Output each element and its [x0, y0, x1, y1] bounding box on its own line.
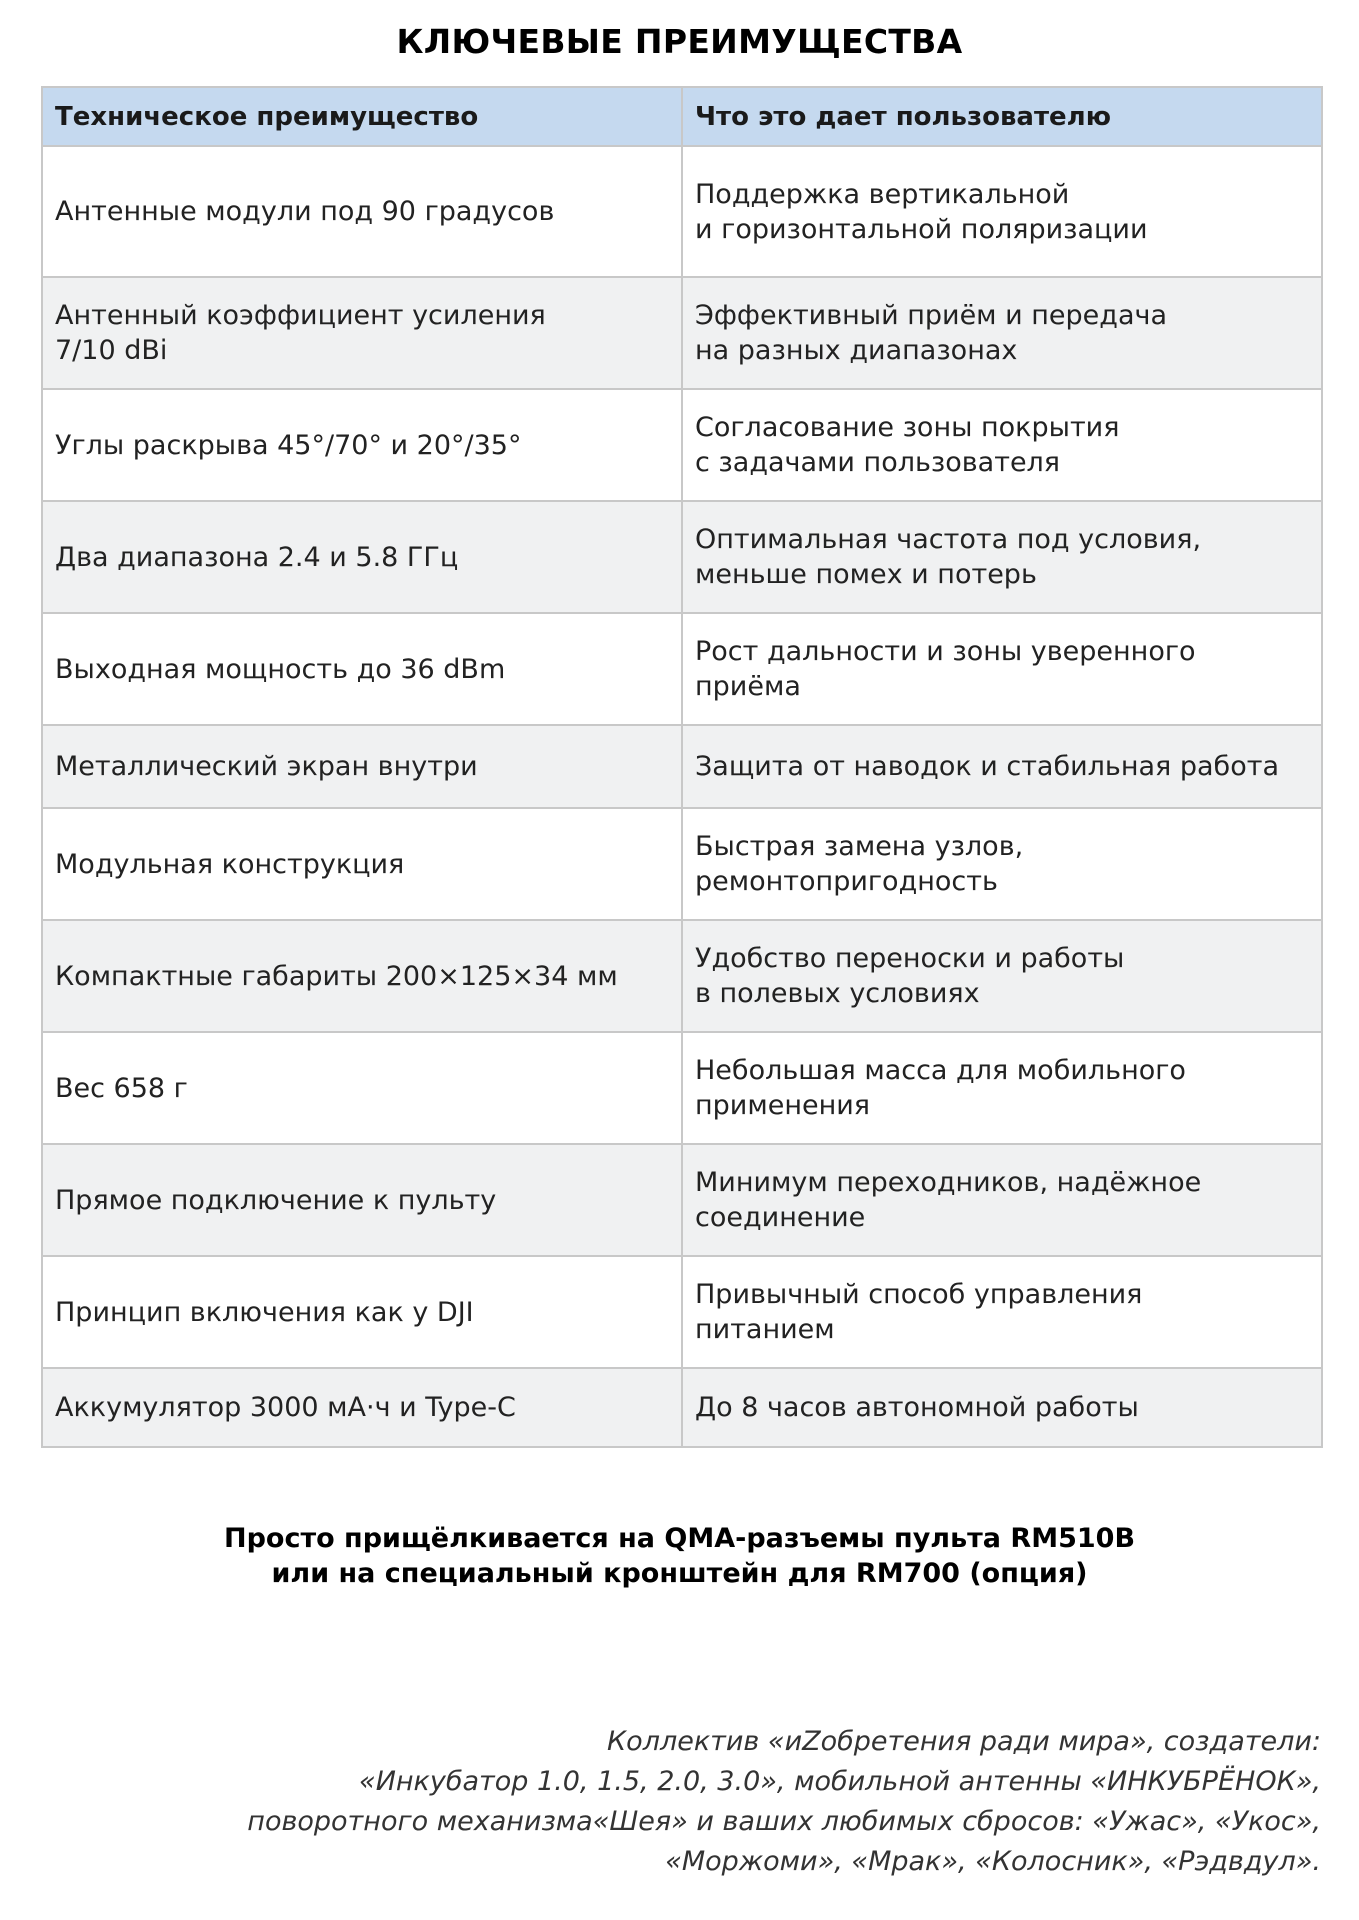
- table-row: [42, 146, 1322, 277]
- benefit-cell: Рост дальности и зоны уверенного приёма: [682, 613, 1322, 725]
- page-title: КЛЮЧЕВЫЕ ПРЕИМУЩЕСТВА: [396, 22, 963, 61]
- technical-cell: Выходная мощность до 36 dBm: [42, 613, 682, 725]
- technical-cell: Прямое подключение к пульту: [42, 1144, 682, 1256]
- benefit-cell: Эффективный приём и передача на разных диапазонах: [682, 277, 1322, 389]
- technical-cell: Два диапазона 2.4 и 5.8 ГГц: [42, 501, 682, 613]
- benefit-cell: Минимум переходников, надёжное соединение: [682, 1144, 1322, 1256]
- table-row: [42, 725, 1322, 808]
- benefit-cell: Привычный способ управления питанием: [682, 1256, 1322, 1368]
- benefit-cell: До 8 часов автономной работы: [682, 1368, 1322, 1447]
- table-row: [42, 613, 1322, 725]
- credits-signature: Коллектив «иZобретения ради мира», создатели: «Инкубатор 1.0, 1.5, 2.0, 3.0», мобильной антенны «ИНКУБРЁНОК», поворотного механизма«Шея» и ваших любимых сбросов: «Ужас», «Укос», «Моржоми», «Мрак», «Колосник», «Рэдвдул».: [247, 1726, 1321, 1877]
- table-row: [42, 277, 1322, 389]
- advantages-table: [41, 86, 1323, 1448]
- benefit-cell: Защита от наводок и стабильная работа: [682, 725, 1322, 808]
- technical-cell: Антенный коэффициент усиления 7/10 dBi: [42, 277, 682, 389]
- technical-cell: Модульная конструкция: [42, 808, 682, 920]
- technical-cell: Принцип включения как у DJI: [42, 1256, 682, 1368]
- technical-cell: Углы раскрыва 45°/70° и 20°/35°: [42, 389, 682, 501]
- benefit-cell: Согласование зоны покрытия с задачами пользователя: [682, 389, 1322, 501]
- benefit-cell: Быстрая замена узлов, ремонтопригодность: [682, 808, 1322, 920]
- benefit-cell: Небольшая масса для мобильного применения: [682, 1032, 1322, 1144]
- table-row: [42, 808, 1322, 920]
- table-row: [42, 920, 1322, 1032]
- technical-cell: Вес 658 г: [42, 1032, 682, 1144]
- technical-cell: Антенные модули под 90 градусов: [42, 146, 682, 277]
- benefit-cell: Поддержка вертикальной и горизонтальной поляризации: [682, 146, 1322, 277]
- table-row: [42, 1256, 1322, 1368]
- technical-cell: Металлический экран внутри: [42, 725, 682, 808]
- technical-cell: Аккумулятор 3000 мА·ч и Type-C: [42, 1368, 682, 1447]
- table-row: [42, 501, 1322, 613]
- table-row: [42, 1368, 1322, 1447]
- table-row: [42, 389, 1322, 501]
- table-header-row: [42, 87, 1322, 146]
- table-row: [42, 1144, 1322, 1256]
- benefit-cell: Удобство переноски и работы в полевых условиях: [682, 920, 1322, 1032]
- table-row: [42, 1032, 1322, 1144]
- column-header-user-benefit: Что это дает пользователю: [682, 87, 1322, 146]
- column-header-technical: Техническое преимущество: [42, 87, 682, 146]
- mounting-note: Просто прищёлкивается на QMA-разъемы пульта RM510B или на специальный кронштейн для RM700 (опция): [223, 1523, 1136, 1589]
- benefit-cell: Оптимальная частота под условия, меньше помех и потерь: [682, 501, 1322, 613]
- technical-cell: Компактные габариты 200×125×34 мм: [42, 920, 682, 1032]
